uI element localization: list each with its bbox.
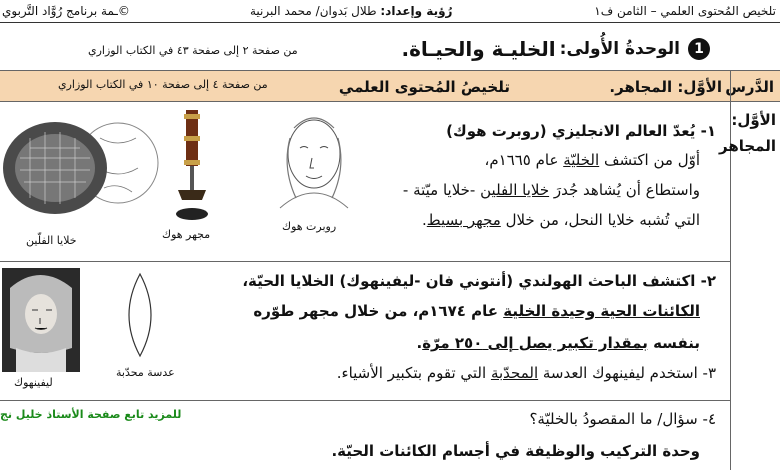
- s2-l3a: بنفسه: [647, 334, 700, 352]
- lesson-title: الأوَّل: المجاهر.: [609, 78, 722, 96]
- authors-value: طلال بَدوان/ محمد البرنية: [250, 4, 381, 18]
- more-note: للمزيد تابع صفحة الأستاذ خليل نج: [0, 408, 182, 421]
- s1-l2c: عام ١٦٦٥م،: [484, 151, 564, 169]
- lesson-name: [719, 107, 776, 159]
- lesson-header: [0, 70, 780, 102]
- s3-question: ٤- سؤال/ ما المقصودُ بالخليّة؟: [529, 410, 716, 428]
- s2-l2a: الكائنات الحية وحيدة الخلية: [503, 302, 700, 320]
- cork-caption: خلايا الفلّين: [26, 234, 77, 247]
- lesson-summary-title: تلخيصُ المُحتوى العلمي: [338, 78, 510, 96]
- lesson-name-line1: الأوَّل:: [731, 111, 776, 129]
- header-rule: [0, 22, 780, 23]
- s2-l3c: .: [416, 334, 423, 352]
- s1-l2b: الخليّة: [563, 151, 600, 169]
- lesson-label: الدَّرس: [725, 78, 774, 96]
- unit-number-badge: 1: [688, 38, 710, 60]
- s2-l2b: عام ١٦٧٤م، من خلال مجهر طوّره: [253, 302, 504, 320]
- s2-l4b: المحدّبة: [490, 364, 539, 382]
- s1-l4b: مجهر بسيط: [426, 211, 501, 229]
- s2-line3: [416, 334, 700, 352]
- section-divider-1: [0, 261, 730, 262]
- page-header: [0, 0, 780, 22]
- hooke-microscope-image: [172, 106, 212, 226]
- document-title: تلخيص المُحتوى العلمي – الثامن ف١: [594, 4, 776, 18]
- authors: [250, 4, 452, 18]
- authors-label: رُؤية وإعداد:: [380, 4, 453, 18]
- s2-line4: [337, 364, 716, 382]
- s2-line1: ٢- اكتشف الباحث الهولندي (أنتوني فان -ليفينهوك) الخلايا الحيّة،: [242, 272, 716, 290]
- unit-heading: [402, 34, 711, 64]
- s1-line3: [403, 181, 700, 199]
- section-divider-2: [0, 400, 730, 401]
- s1-l4c: .: [422, 211, 427, 229]
- convex-lens-image: [120, 270, 160, 360]
- lesson-name-line2: المجاهر: [718, 137, 776, 155]
- hooke-caption: روبرت هوك: [282, 220, 337, 233]
- program-credit: ـمة برنامج رُوَّاد التَّربوي©: [2, 4, 130, 18]
- leeuwenhoek-portrait: [2, 268, 80, 372]
- s1-line1: ١- يُعدّ العالم الانجليزي (روبرت هوك): [446, 122, 716, 140]
- s1-l3b: خلايا الفلين: [480, 181, 550, 199]
- hooke-portrait: [270, 108, 358, 216]
- unit-title: الخليـة والحيـاة.: [401, 37, 556, 61]
- s2-l3b: بمقدار تكبير يصل إلى ٢٥٠ مرّة: [422, 334, 648, 352]
- cork-cells-image: [0, 108, 160, 228]
- lesson-pages: من صفحة ٤ إلى صفحة ١٠ في الكتاب الوزاري: [58, 78, 268, 91]
- microscope-caption: مجهر هوك: [162, 228, 211, 241]
- unit-pages: من صفحة ٢ إلى صفحة ٤٣ في الكتاب الوزاري: [88, 44, 298, 57]
- s1-l2a: أوّل من اكتشف: [599, 151, 700, 169]
- s1-line4: [422, 211, 700, 229]
- s2-l4c: التي تقوم بتكبير الأشياء.: [336, 364, 491, 382]
- s1-l3a: واستطاع أن يُشاهد جُدرَ: [549, 181, 700, 199]
- unit-prefix: الوحدةُ الأُولى:: [559, 39, 680, 59]
- leeuwenhoek-caption: ليفينهوك: [14, 376, 53, 389]
- s2-l4a: ٣- استخدم ليفينهوك العدسة: [538, 364, 716, 382]
- s1-line2: [485, 151, 701, 169]
- s3-answer: وحدة التركيب والوظيفة في أجسام الكائنات الحيّة.: [331, 442, 700, 460]
- s1-l3c: -خلايا ميّتة -: [402, 181, 481, 199]
- lens-caption: عدسة محدّبة: [116, 366, 175, 379]
- s2-line2: [253, 302, 700, 320]
- s1-l4a: التي تُشبه خلايا النحل، من خلال: [500, 211, 700, 229]
